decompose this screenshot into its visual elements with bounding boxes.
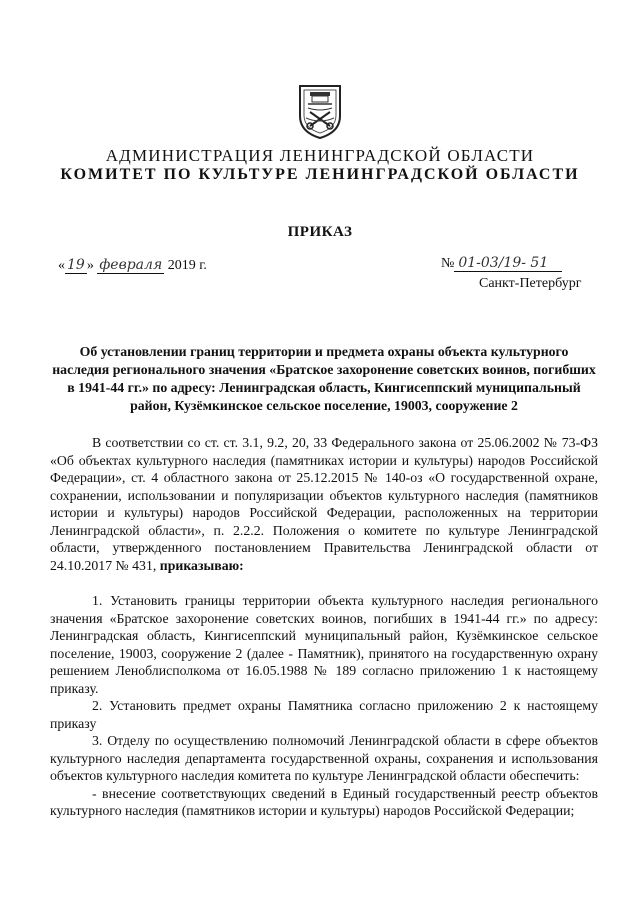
order-item-3: 3. Отделу по осуществлению полномочий Ленинградской области в сфере объектов культурного наследия департамента государственной охраны, сохранения и использования объектов культурного наследия комитета по культуре Ленинградской области обеспечить: bbox=[50, 733, 598, 783]
date-year: 2019 г. bbox=[167, 258, 207, 273]
number-value: 01-03/19- 51 bbox=[454, 255, 562, 272]
document-number bbox=[441, 255, 562, 272]
order-item-3-bullet-1: - внесение соответствующих сведений в Единый государственный реестр объектов культурного наследия (памятников истории и культуры) народов Российской Федерации; bbox=[50, 785, 598, 818]
organization-name: АДМИНИСТРАЦИЯ ЛЕНИНГРАДСКОЙ ОБЛАСТИ bbox=[105, 146, 535, 165]
document-city: Санкт-Петербург bbox=[479, 276, 582, 291]
preamble-paragraph bbox=[50, 434, 598, 574]
preamble-text: В соответствии со ст. ст. 3.1, 9.2, 20, 33 Федерального закона от 25.06.2002 № 73-ФЗ «Об объектах культурного наследия (памятниках истории и культуры) народов Российской Федерации», ст. 4 областного закона от 25.12.2015 № 140-оз «О государственной охране, сохранении, использовании и популяризации объектов культурного наследия (памятников истории и культуры) народов Российской Федерации, расположенных на территории Ленинградской области», п. 2.2.2. Положения о комитете по культуре Ленинградской области, утвержденного постановлением Правительства Ленинградской области от 24.10.2017 № 431, bbox=[50, 435, 598, 573]
date-month: февраля bbox=[99, 257, 163, 273]
document-body bbox=[50, 434, 598, 820]
committee-name: КОМИТЕТ ПО КУЛЬТУРЕ ЛЕНИНГРАДСКОЙ ОБЛАСТИ bbox=[60, 166, 580, 183]
date-day: 19 bbox=[67, 257, 85, 273]
date-close-quote: » bbox=[86, 258, 94, 273]
order-word: приказываю: bbox=[159, 557, 244, 573]
coat-of-arms-icon bbox=[296, 82, 344, 140]
document-date bbox=[58, 257, 207, 274]
number-prefix: № bbox=[441, 256, 455, 271]
document-subject: Об установлении границ территории и предмета охраны объекта культурного наследия регионального значения «Братское захоронение советских воинов, погибших в 1941-44 гг.» по адресу: Ленинградская область, Кингисеппский муниципальный район, Кузёмкинское сельское поселение, 19003, сооружение 2 bbox=[52, 344, 596, 413]
order-item-2: 2. Установить предмет охраны Памятника согласно приложению 2 к настоящему приказу bbox=[50, 698, 598, 731]
order-item-1: 1. Установить границы территории объекта культурного наследия регионального значения «Братское захоронение советских воинов, погибших в 1941-44 гг.» по адресу: Ленинградская область, Кингисеппский муниципальный район, Кузёмкинское сельское поселение, 19003, сооружение 2 (далее - Памятник), принятого на государственную охрану решением Леноблисполкома от 16.05.1988 № 189 согласно приложению 1 к настоящему приказу. bbox=[50, 593, 598, 696]
document-title: ПРИКАЗ bbox=[287, 224, 353, 240]
date-open-quote: « bbox=[58, 258, 65, 273]
